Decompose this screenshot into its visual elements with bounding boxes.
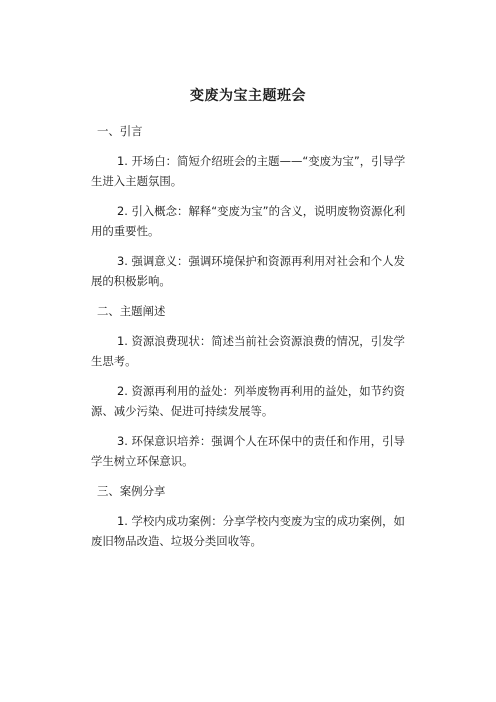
paragraph: 3. 环保意识培养：强调个人在环保中的责任和作用，引导学生树立环保意识。	[91, 434, 405, 468]
paragraph: 1. 学校内成功案例：分享学校内变废为宝的成功案例，如废旧物品改造、垃圾分类回收等。	[91, 514, 405, 548]
section-theme	[91, 301, 411, 471]
document-body	[91, 121, 411, 561]
paragraph: 1. 开场白：简短介绍班会的主题——“变废为宝”，引导学生进入主题氛围。	[91, 154, 406, 188]
section-cases	[91, 481, 411, 551]
section-introduction	[91, 121, 411, 291]
section-heading: 三、案例分享	[97, 484, 166, 498]
paragraph: 2. 资源再利用的益处：列举废物再利用的益处，如节约资源、减少污染、促进可持续发展等。	[91, 384, 405, 418]
section-heading: 二、主题阐述	[97, 304, 166, 318]
section-heading: 一、引言	[97, 124, 143, 138]
paragraph: 1. 资源浪费现状：简述当前社会资源浪费的情况，引发学生思考。	[91, 334, 405, 368]
paragraph: 3. 强调意义：强调环境保护和资源再利用对社会和个人发展的积极影响。	[91, 254, 405, 288]
paragraph: 2. 引入概念：解释“变废为宝”的含义，说明废物资源化利用的重要性。	[91, 204, 406, 238]
document-title: 变废为宝主题班会	[190, 88, 306, 104]
